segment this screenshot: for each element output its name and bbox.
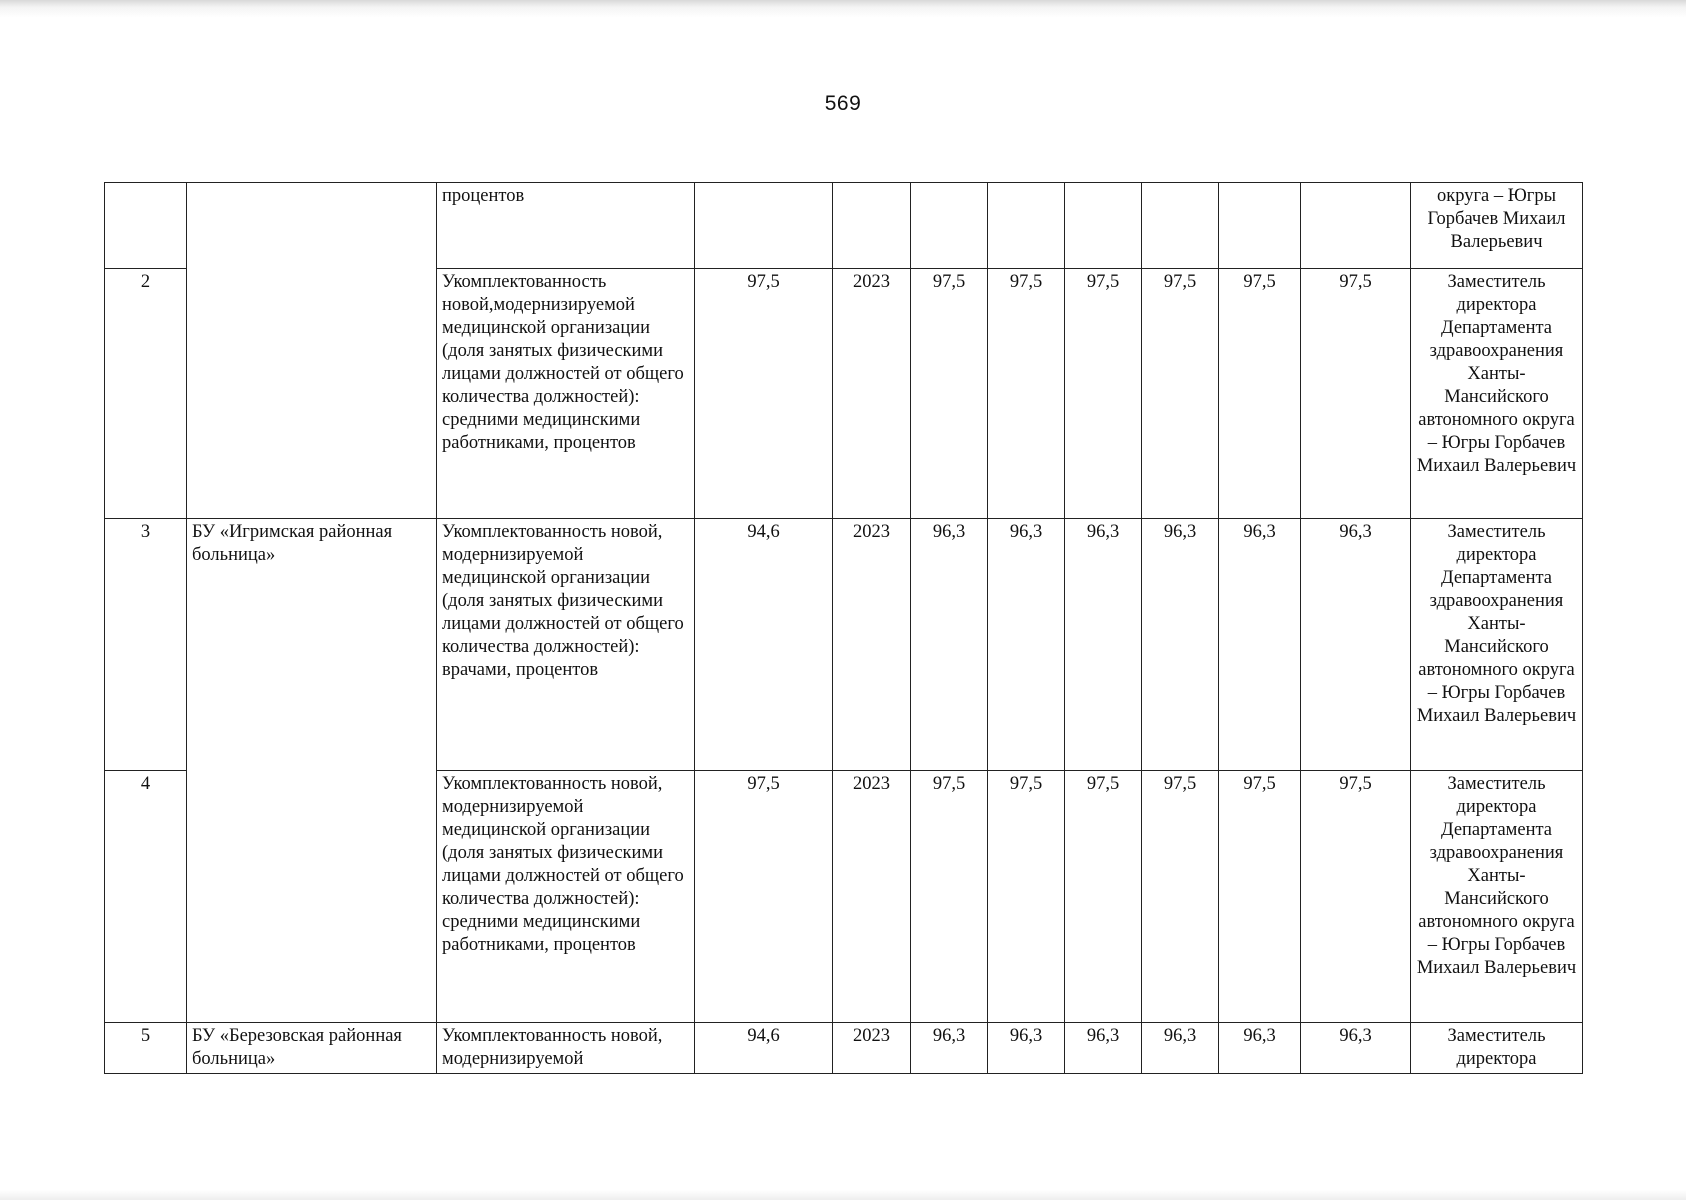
table-row [105,1023,1583,1074]
cell-value: 96,3 [1142,519,1219,771]
cell-num: 4 [105,771,187,1023]
cell-value: 97,5 [1142,771,1219,1023]
cell-value: 97,5 [1142,269,1219,519]
cell-value: 96,3 [1065,519,1142,771]
cell-value: 97,5 [1301,771,1411,1023]
cell-value: 96,3 [1301,519,1411,771]
cell-value: 97,5 [1065,771,1142,1023]
table-row [105,519,1583,771]
cell-base-year: 2023 [833,771,911,1023]
cell-value: 97,5 [1219,771,1301,1023]
cell-base-value: 97,5 [695,269,833,519]
scan-edge-bottom [0,1190,1686,1200]
cell-org [187,183,437,519]
cell-base-year: 2023 [833,269,911,519]
cell-responsible: Заместитель директора [1411,1023,1583,1074]
cell-responsible: округа – Югры Горбачев Михаил Валерьевич [1411,183,1583,269]
cell-value: 97,5 [988,771,1065,1023]
cell-indicator: Укомплектованность новой, модернизируемой медицинской организации (доля занятых физическими лицами должностей от общего количества должностей): врачами, процентов [437,519,695,771]
cell-responsible: Заместитель директора Департамента здравоохранения Ханты-Мансийского автономного округа – Югры Горбачев Михаил Валерьевич [1411,771,1583,1023]
indicators-table [104,182,1583,1074]
cell-base-value: 97,5 [695,771,833,1023]
cell-base-year: 2023 [833,519,911,771]
cell-value: 97,5 [911,771,988,1023]
cell-value: 96,3 [911,519,988,771]
cell-num: 5 [105,1023,187,1074]
cell-value: 96,3 [988,519,1065,771]
cell-value: 96,3 [1301,1023,1411,1074]
cell-org: БУ «Березовская районная больница» [187,1023,437,1074]
cell-indicator: Укомплектованность новой, модернизируемой медицинской организации (доля занятых физическими лицами должностей от общего количества должностей): средними медицинскими работниками, процентов [437,771,695,1023]
cell-base-year: 2023 [833,1023,911,1074]
cell-indicator: Укомплектованность новой,модернизируемой медицинской организации (доля занятых физическими лицами должностей от общего количества должностей): средними медицинскими работниками, процентов [437,269,695,519]
cell-base-value: 94,6 [695,519,833,771]
cell-indicator: Укомплектованность новой, модернизируемой [437,1023,695,1074]
cell-value: 96,3 [1065,1023,1142,1074]
cell-value: 97,5 [988,269,1065,519]
cell-value: 97,5 [1065,269,1142,519]
cell-responsible: Заместитель директора Департамента здравоохранения Ханты-Мансийского автономного округа – Югры Горбачев Михаил Валерьевич [1411,269,1583,519]
page-number: 569 [824,92,862,115]
cell-value: 96,3 [1219,1023,1301,1074]
cell-num: 2 [105,269,187,519]
cell-num [105,183,187,269]
cell-value: 96,3 [1142,1023,1219,1074]
cell-value: 97,5 [1219,269,1301,519]
cell-base-value: 94,6 [695,1023,833,1074]
cell-num: 3 [105,519,187,771]
cell-value: 96,3 [911,1023,988,1074]
cell-value: 96,3 [1219,519,1301,771]
cell-value: 97,5 [911,269,988,519]
cell-value: 96,3 [988,1023,1065,1074]
table-row-continued [105,183,1583,269]
cell-value: 97,5 [1301,269,1411,519]
cell-indicator: процентов [437,183,695,269]
cell-responsible: Заместитель директора Департамента здравоохранения Ханты-Мансийского автономного округа – Югры Горбачев Михаил Валерьевич [1411,519,1583,771]
scan-edge-top [0,0,1686,18]
cell-org: БУ «Игримская районная больница» [187,519,437,1023]
